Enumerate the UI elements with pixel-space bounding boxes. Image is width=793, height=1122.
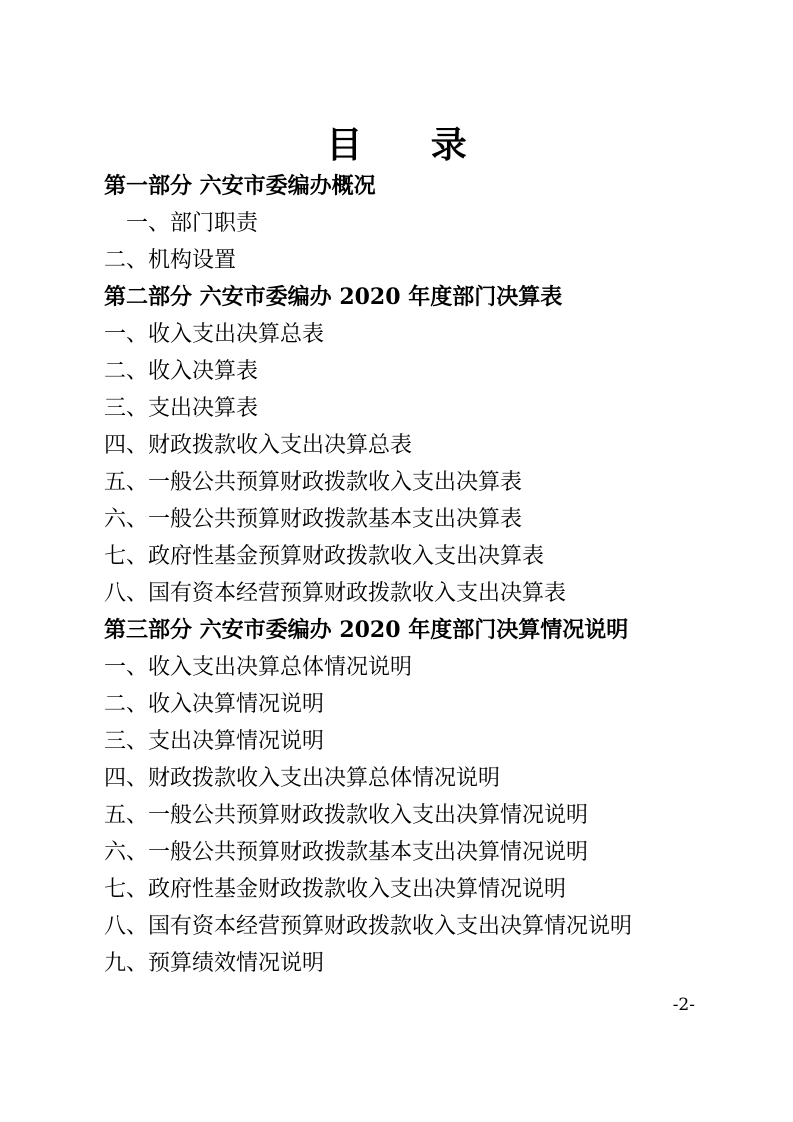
- toc-item: 二、机构设置: [104, 248, 237, 273]
- toc-item: 四、财政拨款收入支出决算总表: [104, 433, 413, 458]
- toc-part-2: 第二部分 六安市委编办 2020 年度部门决算表: [104, 284, 563, 310]
- toc-part-3: 第三部分 六安市委编办 2020 年度部门决算情况说明: [104, 617, 629, 643]
- toc-item: 八、国有资本经营预算财政拨款收入支出决算表: [104, 581, 567, 606]
- toc-item: 七、政府性基金预算财政拨款收入支出决算表: [104, 544, 545, 569]
- page-number: -2-: [672, 995, 695, 1015]
- toc-item: 六、一般公共预算财政拨款基本支出决算表: [104, 507, 523, 532]
- table-of-contents: [104, 168, 724, 982]
- toc-part-1: 第一部分 六安市委编办概况: [104, 173, 376, 199]
- toc-item: 一、部门职责: [126, 211, 259, 236]
- toc-item: 七、政府性基金财政拨款收入支出决算情况说明: [104, 877, 567, 902]
- page-title: 目 录: [326, 124, 495, 166]
- toc-item: 六、一般公共预算财政拨款基本支出决算情况说明: [104, 840, 589, 865]
- toc-item: 三、支出决算表: [104, 396, 259, 421]
- toc-item: 三、支出决算情况说明: [104, 729, 325, 754]
- toc-item: 五、一般公共预算财政拨款收入支出决算情况说明: [104, 803, 589, 828]
- toc-item: 九、预算绩效情况说明: [104, 951, 325, 976]
- toc-item: 二、收入决算情况说明: [104, 692, 325, 717]
- toc-item: 四、财政拨款收入支出决算总体情况说明: [104, 766, 501, 791]
- toc-item: 二、收入决算表: [104, 359, 259, 384]
- toc-item: 一、收入支出决算总体情况说明: [104, 655, 413, 680]
- toc-item: 一、收入支出决算总表: [104, 322, 325, 347]
- toc-item: 五、一般公共预算财政拨款收入支出决算表: [104, 470, 523, 495]
- toc-item: 八、国有资本经营预算财政拨款收入支出决算情况说明: [104, 914, 633, 939]
